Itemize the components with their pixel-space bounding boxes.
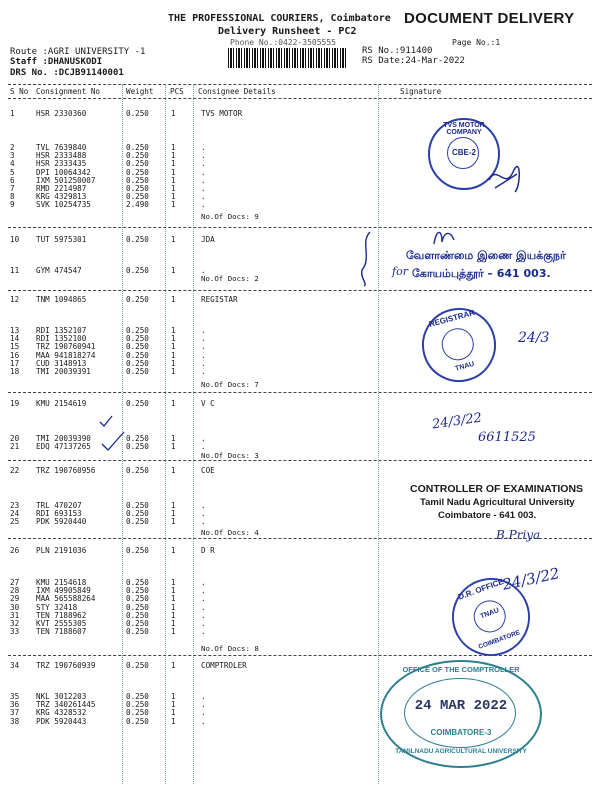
sno-cell: 5 [10, 167, 15, 177]
doc-count: No.Of Docs: 3 [201, 451, 259, 460]
sno-cell: 9 [10, 200, 15, 210]
consignee-detail-cell: . [201, 143, 206, 152]
jda-for-signature: for [392, 265, 408, 278]
comptroller-city: COIMBATORE-3 [430, 728, 492, 737]
dr-stamp-bottom: COIMBATORE [477, 629, 522, 651]
weight-cell: 0.250 [126, 509, 149, 519]
sno-cell: 6 [10, 175, 15, 185]
consignment-cell: STY 32418 [36, 602, 78, 612]
table-row [0, 517, 380, 526]
sno-cell: 24 [10, 509, 20, 519]
registrar-stamp-text: REGISTRAR [427, 307, 476, 329]
sno-cell: 16 [10, 350, 20, 360]
consignment-cell: PLN 2191036 [36, 546, 87, 555]
tvs-stamp-center: CBE-2 [451, 148, 476, 157]
jda-stamp-line2: கோயம்புத்தூர் – 641 003. [412, 267, 551, 280]
weight-cell: 2.490 [126, 200, 149, 210]
table-row [0, 266, 380, 275]
col-signature: Signature [400, 87, 442, 96]
consignee-detail-cell: . [201, 619, 206, 628]
sno-cell: 1 [10, 109, 15, 118]
col-pcs: PCS [170, 87, 184, 96]
consignee-detail-cell: . [201, 501, 206, 510]
consignee-name: REGISTAR [201, 295, 238, 304]
table-row [0, 442, 380, 451]
doc-count: No.Of Docs: 9 [201, 212, 259, 221]
table-row [0, 235, 380, 244]
consignee-detail-cell: . [201, 326, 206, 335]
pcs-cell: 1 [171, 586, 176, 596]
comptroller-stamp [380, 660, 542, 768]
weight-cell: 0.250 [126, 143, 149, 152]
comptroller-ring-top: OFFICE OF THE COMPTROLLER [402, 665, 520, 674]
consignee-detail-cell: . [201, 610, 206, 620]
pcs-cell: 1 [171, 546, 176, 555]
table-row [0, 367, 380, 376]
pcs-cell: 1 [171, 192, 176, 202]
route-label: Route :AGRI UNIVERSITY -1 [10, 47, 146, 57]
sno-cell: 31 [10, 610, 20, 620]
weight-cell: 0.250 [126, 716, 149, 726]
pcs-cell: 1 [171, 399, 176, 408]
sno-cell: 4 [10, 159, 15, 169]
sno-cell: 33 [10, 627, 20, 637]
consignee-detail-cell: . [201, 692, 206, 701]
col-sno: S No [10, 87, 29, 96]
doc-count: No.Of Docs: 7 [201, 380, 259, 389]
weight-cell: 0.250 [126, 192, 149, 202]
consignment-cell: MAA 565588264 [36, 594, 96, 604]
pcs-cell: 1 [171, 692, 176, 701]
weight-cell: 0.250 [126, 546, 149, 555]
consignee-detail-cell: . [201, 594, 206, 604]
group-separator [8, 227, 592, 228]
comptroller-ring-bottom: TAMILNADU AGRICULTURAL UNIVERSITY [395, 748, 527, 755]
weight-cell: 0.250 [126, 661, 149, 670]
consignment-cell: IXM 501250007 [36, 175, 96, 185]
consignee-detail-cell: . [201, 586, 206, 596]
consignment-cell: RDI 1352107 [36, 326, 87, 335]
weight-cell: 0.250 [126, 700, 149, 710]
weight-cell: 0.250 [126, 151, 149, 161]
drs-number: DRS No. :DCJB91140001 [10, 68, 124, 78]
consignee-detail-cell: . [201, 151, 206, 161]
table-row [0, 399, 380, 408]
consignment-cell: IXM 49905849 [36, 586, 91, 596]
consignment-cell: TNM 1094865 [36, 295, 87, 304]
weight-cell: 0.250 [126, 442, 149, 452]
table-row [0, 200, 380, 209]
sno-cell: 12 [10, 295, 20, 304]
pcs-cell: 1 [171, 367, 176, 376]
weight-cell: 0.250 [126, 399, 149, 408]
sno-cell: 37 [10, 708, 20, 718]
coe-stamp-line2: Tamil Nadu Agricultural University [420, 497, 575, 508]
consignment-cell: TRZ 190760941 [36, 342, 96, 352]
consignment-cell: NKL 3012203 [36, 692, 87, 701]
pcs-cell: 1 [171, 610, 176, 620]
page-number: Page No.:1 [452, 38, 501, 47]
rs-number: RS No.:911400 [362, 46, 433, 56]
consignment-cell: KRG 4328532 [36, 708, 87, 718]
tvs-signature [485, 160, 525, 196]
consignment-cell: RMD 2214987 [36, 184, 87, 193]
weight-cell: 0.250 [126, 434, 149, 443]
pcs-cell: 1 [171, 235, 176, 244]
dr-stamp-side: TNAU [479, 607, 501, 621]
pcs-cell: 1 [171, 700, 176, 710]
consignee-detail-cell: . [201, 700, 206, 710]
pcs-cell: 1 [171, 602, 176, 612]
pcs-cell: 1 [171, 501, 176, 510]
pcs-cell: 1 [171, 627, 176, 637]
pcs-cell: 1 [171, 184, 176, 193]
comptroller-date: 24 MAR 2022 [414, 698, 508, 714]
weight-cell: 0.250 [126, 334, 149, 344]
consignee-name: JDA [201, 235, 215, 244]
consignment-cell: KRG 4329813 [36, 192, 87, 202]
table-row [0, 295, 380, 304]
consignment-cell: HSR 2330360 [36, 109, 87, 118]
consignee-name: V C [201, 399, 215, 408]
consignment-cell: PDK 5920440 [36, 517, 87, 527]
consignee-detail-cell: . [201, 358, 206, 368]
consignment-cell: GYM 474547 [36, 266, 82, 275]
consignment-cell: TEN 7188962 [36, 610, 87, 620]
weight-cell: 0.250 [126, 501, 149, 510]
pcs-cell: 1 [171, 350, 176, 360]
consignment-cell: TVL 7639840 [36, 143, 87, 152]
consignee-detail-cell: . [201, 159, 206, 169]
weight-cell: 0.250 [126, 167, 149, 177]
sno-cell: 20 [10, 434, 20, 443]
sno-cell: 10 [10, 235, 20, 244]
pcs-cell: 1 [171, 619, 176, 628]
document-banner: DOCUMENT DELIVERY [404, 10, 575, 27]
table-row [0, 546, 380, 555]
weight-cell: 0.250 [126, 692, 149, 701]
weight-cell: 0.250 [126, 159, 149, 169]
sno-cell: 34 [10, 661, 20, 670]
staff-label: Staff :DHANUSKODI [10, 57, 103, 67]
jda-initials [430, 226, 458, 248]
sno-cell: 3 [10, 151, 15, 161]
consignment-cell: KMU 2154618 [36, 578, 87, 587]
company-title: THE PROFESSIONAL COURIERS, Coimbatore [168, 13, 391, 24]
pcs-cell: 1 [171, 578, 176, 587]
registrar-stamp-bottom: TNAU [454, 360, 476, 373]
consignment-cell: TRZ 190760939 [36, 661, 96, 670]
jda-stamp-line1: வேளாண்மை இணை இயக்குநர் [406, 249, 566, 262]
weight-cell: 0.250 [126, 578, 149, 587]
pcs-cell: 1 [171, 151, 176, 161]
table-row [0, 717, 380, 726]
consignee-detail-cell: . [201, 342, 206, 352]
group-separator [8, 290, 592, 291]
weight-cell: 0.250 [126, 466, 149, 475]
consignee-detail-cell: . [201, 716, 206, 726]
consignee-detail-cell: . [201, 200, 206, 210]
col-consignee: Consignee Details [198, 87, 276, 96]
col-consignment: Consignment No [36, 87, 101, 96]
weight-cell: 0.250 [126, 594, 149, 604]
pcs-cell: 1 [171, 434, 176, 443]
consignee-name: TVS MOTOR [201, 109, 243, 118]
weight-cell: 0.250 [126, 326, 149, 335]
consignment-cell: DPI 10064342 [36, 167, 91, 177]
doc-count: No.Of Docs: 2 [201, 274, 259, 283]
pcs-cell: 1 [171, 159, 176, 169]
sno-cell: 21 [10, 442, 20, 452]
sno-cell: 18 [10, 367, 20, 376]
sno-cell: 27 [10, 578, 20, 587]
consignment-cell: RDI 1352100 [36, 334, 87, 344]
weight-cell: 0.250 [126, 175, 149, 185]
rs-date: RS Date:24-Mar-2022 [362, 56, 465, 66]
consignment-cell: KVT 2555305 [36, 619, 87, 628]
table-row [0, 627, 380, 636]
pcs-cell: 1 [171, 594, 176, 604]
pcs-cell: 1 [171, 708, 176, 718]
consignment-cell: MAA 941818274 [36, 350, 96, 360]
consignment-cell: TRZ 340261445 [36, 700, 96, 710]
weight-cell: 0.250 [126, 266, 149, 275]
vc-signature-date: 24/3/22 [431, 410, 483, 433]
weight-cell: 0.250 [126, 350, 149, 360]
coe-signature: B.Priya [496, 528, 541, 542]
weight-cell: 0.250 [126, 342, 149, 352]
sno-cell: 26 [10, 546, 20, 555]
table-row [0, 661, 380, 670]
sno-cell: 19 [10, 399, 20, 408]
consignee-detail-cell: . [201, 517, 206, 527]
sno-cell: 13 [10, 326, 20, 335]
consignment-cell: TMI 20039391 [36, 367, 91, 376]
consignee-name: D R [201, 546, 215, 555]
consignment-cell: TEN 7188607 [36, 627, 87, 637]
vc-signature-number: 6611525 [478, 430, 536, 445]
doc-count: No.Of Docs: 8 [201, 644, 259, 653]
consignee-detail-cell: . [201, 266, 206, 275]
consignment-cell: TMI 20039390 [36, 434, 91, 443]
consignment-cell: HSR 2333435 [36, 159, 87, 169]
consignee-detail-cell: . [201, 367, 206, 376]
col-weight: Weight [126, 87, 154, 96]
dr-signature-date: 24/3/22 [500, 564, 562, 594]
sno-cell: 2 [10, 143, 15, 152]
sno-cell: 32 [10, 619, 20, 628]
tvs-stamp-ring-text: TVS MOTOR COMPANY [443, 122, 485, 136]
weight-cell: 0.250 [126, 627, 149, 637]
weight-cell: 0.250 [126, 517, 149, 527]
consignment-cell: TRZ 190760956 [36, 466, 96, 475]
consignee-detail-cell: . [201, 192, 206, 202]
weight-cell: 0.250 [126, 619, 149, 628]
pcs-cell: 1 [171, 342, 176, 352]
weight-cell: 0.250 [126, 235, 149, 244]
vc-check-marks [98, 414, 128, 454]
consignment-cell: KMU 2154619 [36, 399, 87, 408]
weight-cell: 0.250 [126, 586, 149, 596]
sno-cell: 38 [10, 716, 20, 726]
pcs-cell: 1 [171, 716, 176, 726]
pcs-cell: 1 [171, 200, 176, 210]
consignee-detail-cell: . [201, 578, 206, 587]
pcs-cell: 1 [171, 661, 176, 670]
runsheet-title: Delivery Runsheet - PC2 [218, 26, 357, 37]
sno-cell: 23 [10, 501, 20, 510]
coe-stamp-line1: CONTROLLER OF EXAMINATIONS [410, 483, 584, 495]
group-separator [8, 655, 592, 656]
consignee-detail-cell: . [201, 434, 206, 443]
registrar-signature: 24/3 [518, 330, 550, 346]
dr-stamp-ring: D.R. OFFICE [457, 576, 505, 602]
pcs-cell: 1 [171, 517, 176, 527]
consignee-detail-cell: . [201, 708, 206, 718]
consignee-detail-cell: . [201, 509, 206, 519]
consignee-detail-cell: . [201, 167, 206, 177]
group-separator [8, 392, 592, 393]
pcs-cell: 1 [171, 334, 176, 344]
consignee-name: COMPTROLER [201, 661, 247, 670]
table-row [0, 109, 380, 118]
sno-cell: 30 [10, 602, 20, 612]
weight-cell: 0.250 [126, 109, 149, 118]
consignee-detail-cell: . [201, 175, 206, 185]
consignment-cell: TRL 470207 [36, 501, 82, 510]
consignee-detail-cell: . [201, 627, 206, 637]
sno-cell: 28 [10, 586, 20, 596]
weight-cell: 0.250 [126, 358, 149, 368]
consignee-name: COE [201, 466, 215, 475]
sno-cell: 14 [10, 334, 20, 344]
doc-count: No.Of Docs: 4 [201, 528, 259, 537]
group-separator [8, 460, 592, 461]
weight-cell: 0.250 [126, 610, 149, 620]
pcs-cell: 1 [171, 109, 176, 118]
sno-cell: 8 [10, 192, 15, 202]
jda-bracket [358, 230, 374, 288]
pcs-cell: 1 [171, 509, 176, 519]
phone-number: Phone No.:0422-3505555 [230, 38, 336, 47]
registrar-stamp-inner [438, 325, 477, 364]
weight-cell: 0.250 [126, 367, 149, 376]
weight-cell: 0.250 [126, 602, 149, 612]
consignee-detail-cell: . [201, 350, 206, 360]
consignee-detail-cell: . [201, 334, 206, 344]
pcs-cell: 1 [171, 442, 176, 452]
sno-cell: 22 [10, 466, 20, 475]
pcs-cell: 1 [171, 326, 176, 335]
consignment-cell: PDK 5920443 [36, 716, 87, 726]
consignment-cell: SVK 10254735 [36, 200, 91, 210]
pcs-cell: 1 [171, 175, 176, 185]
sno-cell: 36 [10, 700, 20, 710]
pcs-cell: 1 [171, 143, 176, 152]
sno-cell: 11 [10, 266, 20, 275]
weight-cell: 0.250 [126, 708, 149, 718]
consignment-cell: HSR 2333488 [36, 151, 87, 161]
consignee-detail-cell: . [201, 184, 206, 193]
pcs-cell: 1 [171, 295, 176, 304]
sno-cell: 17 [10, 358, 20, 368]
sno-cell: 29 [10, 594, 20, 604]
weight-cell: 0.250 [126, 184, 149, 193]
consignee-detail-cell: . [201, 602, 206, 612]
pcs-cell: 1 [171, 167, 176, 177]
pcs-cell: 1 [171, 358, 176, 368]
pcs-cell: 1 [171, 466, 176, 475]
table-row [0, 466, 380, 475]
consignment-cell: CUD 3148913 [36, 358, 87, 368]
consignee-detail-cell: . [201, 442, 206, 452]
coe-stamp-line3: Coimbatore - 641 003. [438, 510, 537, 521]
sno-cell: 7 [10, 184, 15, 193]
sno-cell: 25 [10, 517, 20, 527]
weight-cell: 0.250 [126, 295, 149, 304]
sno-cell: 35 [10, 692, 20, 701]
consignment-cell: TUT 5975301 [36, 235, 87, 244]
pcs-cell: 1 [171, 266, 176, 275]
consignment-cell: EDQ 47137265 [36, 442, 91, 452]
consignment-cell: RDI 693153 [36, 509, 82, 519]
sno-cell: 15 [10, 342, 20, 352]
